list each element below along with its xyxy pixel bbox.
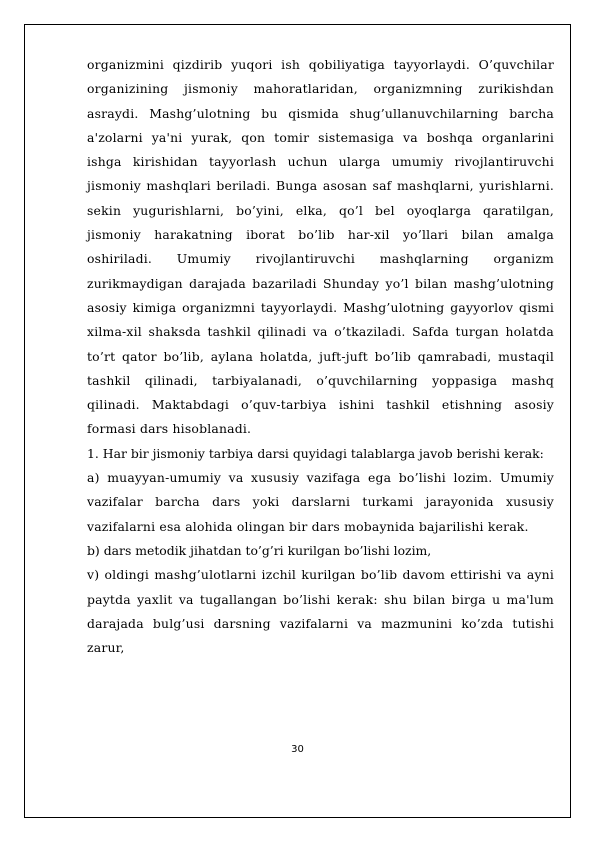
- paragraph-requirement-b: b) dars metodik jihatdan to’g’ri kurilgan bo’lishi lozim,: [87, 542, 432, 558]
- paragraph-requirement-a: a) muayyan-umumiy va xususiy vazifaga ega bo’lishi lozim. Umumiy vazifalar barcha dars yoki darslarni turkami jarayonida xususiy vazifalarni esa alohida olingan bir dars mobaynida bajarilishi kerak.: [87, 470, 554, 534]
- paragraph-requirement-v: v) oldingi mashg’ulotlarni izchil kurilgan bo’lib davom ettirishi va ayni paytda yaxlit va tugallangan bo’lishi kerak: shu bilan birga u ma'lum darajada bulg’usi darsning vazifalarni va mazmunini ko’zda tutishi zarur,: [87, 567, 554, 656]
- paragraph-requirements-intro: 1. Har bir jismoniy tarbiya darsi quyidagi talablarga javob berishi kerak:: [87, 445, 544, 461]
- paragraph-warmup: organizmini qizdirib yuqori ish qobiliyatiga tayyorlaydi. O’quvchilar organizining jismoniy mahoratlaridan, organizmning zurikishdan asraydi. Mashg’ulotning bu qismida shug’ullanuvchilarning barcha a'zolarni ya'ni yurak, qon tomir sistemasiga va boshqa organlarini ishga kirishidan tayyorlash uchun ularga umumiy rivojlantiruvchi jismoniy mashqlari beriladi. Bunga asosan saf mashqlarni, yurishlarni. sekin yugurishlarni, bo’yini, elka, qo’l bel oyoqlarga qaratilgan, jismoniy harakatning iborat bo’lib har-xil yo’llari bilan amalga oshiriladi. Umumiy rivojlantiruvchi mashqlarning organizm zurikmaydigan darajada bazariladi Shunday yo’l bilan mashg’ulotning asosiy kimiga organizmni tayyorlaydi. Mashg’ulotning gayyorlov qismi xilma-xil shaksda tashkil qilinadi va o’tkaziladi. Safda turgan holatda to’rt qator bo’lib, aylana holatda, juft-juft bo’lib qamrabadi, mustaqil tashkil qilinadi, tarbiyalanadi, o’quvchilarning yoppasiga mashq qilinadi. Maktabdagi o’quv-tarbiya ishini tashkil etishning asosiy formasi dars hisoblanadi.: [87, 57, 554, 437]
- page-number: 30: [291, 744, 304, 755]
- document-body: [87, 53, 554, 660]
